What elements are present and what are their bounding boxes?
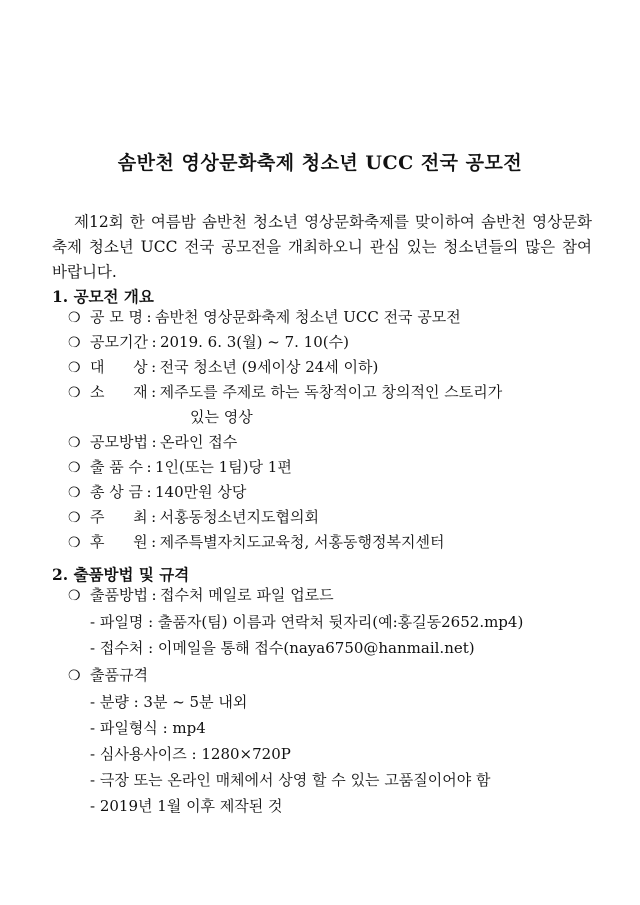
item-label: 대 상 (90, 358, 148, 376)
sub-item-date: - 2019년 1월 이후 제작된 것 (90, 797, 283, 815)
list-item-overview: ❍ 공 모 명:솜반천 영상문화축제 청소년 UCC 전국 공모전 (68, 305, 461, 329)
bullet-icon: ❍ (68, 385, 81, 401)
item-value: 접수처 메일로 파일 업로드 (159, 586, 334, 604)
item-label: 공모기간 (90, 333, 148, 351)
item-value: 제주특별자치도교육청, 서홍동행정복지센터 (159, 533, 445, 551)
bullet-icon: ❍ (68, 460, 81, 476)
list-item-submission-method: ❍ 출품방법:접수처 메일로 파일 업로드 (68, 583, 334, 607)
bullet-icon: ❍ (68, 588, 81, 604)
section-heading-submission: 2. 출품방법 및 규격 (52, 565, 190, 584)
bullet-icon: ❍ (68, 485, 81, 501)
list-item-overview: ❍ 총 상 금:140만원 상당 (68, 480, 246, 504)
bullet-icon: ❍ (68, 668, 81, 684)
list-item-overview: ❍ 후 원:제주특별자치도교육청, 서홍동행정복지센터 (68, 530, 444, 554)
item-value: 2019. 6. 3(월) ~ 7. 10(수) (159, 333, 349, 351)
bullet-icon: ❍ (68, 360, 81, 376)
sub-item-filename: - 파일명 : 출품자(팀) 이름과 연락처 뒷자리(예:홍길동2652.mp4) (90, 613, 524, 631)
sub-item-length: - 분량 : 3분 ~ 5분 내외 (90, 693, 248, 711)
item-label: 출품방법 (90, 586, 148, 604)
bullet-icon: ❍ (68, 435, 81, 451)
list-item-overview: ❍ 대 상:전국 청소년 (9세이상 24세 이하) (68, 355, 378, 379)
sub-item-quality: - 극장 또는 온라인 매체에서 상영 할 수 있는 고품질이어야 함 (90, 771, 491, 789)
list-item-spec (68, 663, 148, 687)
bullet-icon: ❍ (68, 510, 81, 526)
bullet-icon: ❍ (68, 335, 81, 351)
list-item-overview: ❍ 출 품 수:1인(또는 1팀)당 1편 (68, 455, 292, 479)
intro-paragraph (52, 210, 592, 285)
item-label: 총 상 금 (90, 483, 144, 501)
item-label: 공모방법 (90, 433, 148, 451)
section-heading-overview: 1. 공모전 개요 (52, 287, 154, 306)
item-value-continuation: 있는 영상 (190, 408, 253, 426)
page-title: 솜반천 영상문화축제 청소년 UCC 전국 공모전 (117, 152, 523, 174)
item-label: 후 원 (90, 533, 148, 551)
bullet-icon: ❍ (68, 310, 81, 326)
item-label: 공 모 명 (90, 308, 144, 326)
list-item-overview: ❍ 공모방법:온라인 접수 (68, 430, 237, 454)
item-value: 제주도를 주제로 하는 독창적이고 창의적인 스토리가 (159, 383, 503, 401)
item-value: 솜반천 영상문화축제 청소년 UCC 전국 공모전 (155, 308, 461, 326)
item-label: 출품규격 (90, 666, 148, 684)
list-item-overview: ❍ 주 최:서홍동청소년지도협의회 (68, 505, 319, 529)
item-label: 주 최 (90, 508, 148, 526)
item-value: 140만원 상당 (155, 483, 247, 501)
list-item-overview: ❍ 소 재:제주도를 주제로 하는 독창적이고 창의적인 스토리가 (68, 380, 502, 404)
bullet-icon: ❍ (68, 535, 81, 551)
sub-item-receipt: - 접수처 : 이메일을 통해 접수(naya6750@hanmail.net) (90, 639, 475, 657)
item-value: 온라인 접수 (159, 433, 238, 451)
sub-item-format: - 파일형식 : mp4 (90, 719, 206, 737)
item-label: 소 재 (90, 383, 148, 401)
item-value: 서홍동청소년지도협의회 (159, 508, 319, 526)
intro-text: 제12회 한 여름밤 솜반천 청소년 영상문화축제를 맞이하여 솜반천 영상문화축제 청소년 UCC 전국 공모전을 개최하오니 관심 있는 청소년들의 많은 참여 바랍니다. (52, 213, 592, 281)
item-value: 전국 청소년 (9세이상 24세 이하) (159, 358, 379, 376)
sub-item-size: - 심사용사이즈 : 1280×720P (90, 745, 291, 763)
list-item-overview: ❍ 공모기간:2019. 6. 3(월) ~ 7. 10(수) (68, 330, 349, 354)
item-label: 출 품 수 (90, 458, 144, 476)
item-value: 1인(또는 1팀)당 1편 (155, 458, 292, 476)
